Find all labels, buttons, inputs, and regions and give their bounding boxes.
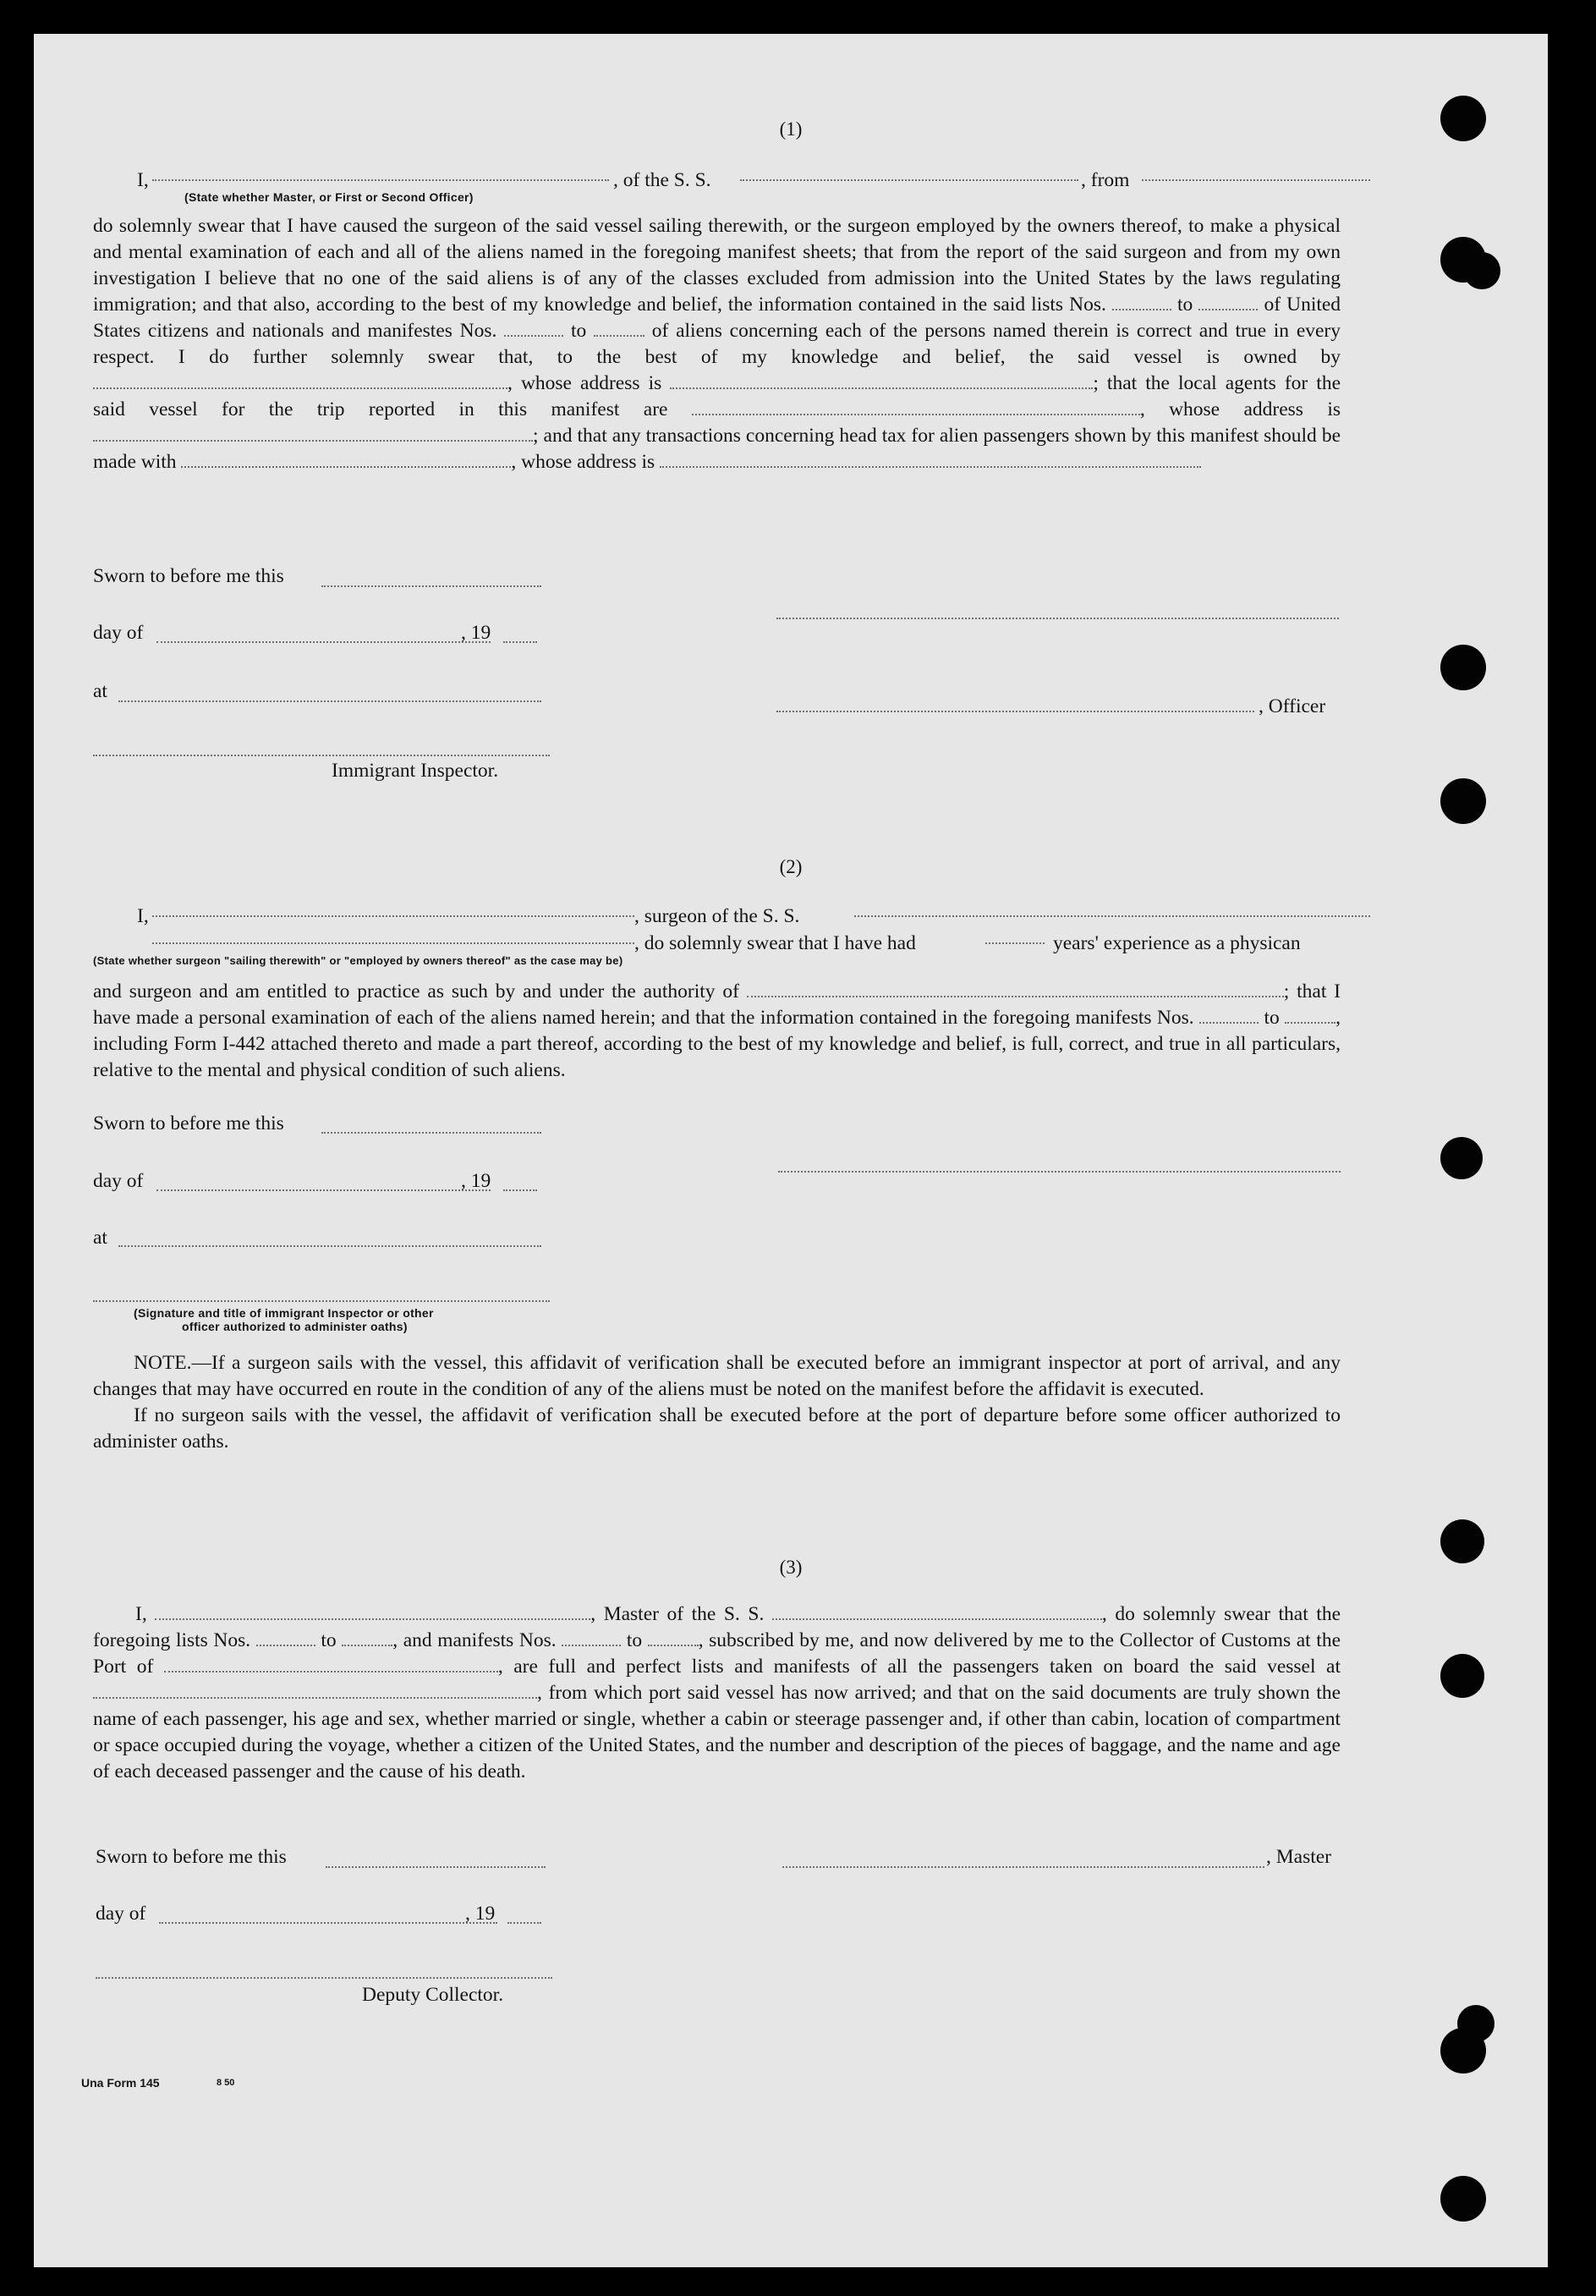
to-label: to: [321, 1629, 337, 1651]
years-field[interactable]: [985, 942, 1045, 944]
section-3-p3: , subscribed by me, and now delivered by me to the Collector of Customs at the Port of: [93, 1629, 1341, 1678]
port-field[interactable]: [164, 1654, 498, 1673]
head-tax-field[interactable]: [181, 449, 511, 468]
ship-name-field[interactable]: [772, 1601, 1102, 1620]
day-of-label: day of: [93, 622, 144, 644]
officer-field[interactable]: [776, 711, 1254, 712]
punch-hole-icon: [1440, 2028, 1486, 2074]
inspector-label: Immigrant Inspector.: [332, 760, 499, 782]
at-label: at: [93, 680, 107, 702]
note-paragraph-2: If no surgeon sails with the vessel, the affidavit of verification shall be executed before at the port of departure before some officer authorized to administer oaths.: [93, 1404, 1341, 1453]
form-id: Una Form 145: [81, 2076, 160, 2090]
note-paragraph-1: NOTE.—If a surgeon sails with the vessel, this affidavit of verification shall be executed before an immigrant inspector at port of arrival, and any changes that may have occurred en route in the condition of any of the aliens must be noted on the manifest before the affidavit is executed.: [93, 1352, 1341, 1400]
manifests-to-field[interactable]: [594, 318, 644, 337]
signature-hint-line-2: officer authorized to administer oaths): [182, 1320, 408, 1333]
section-1-p1: do solemnly swear that I have caused the surgeon of the said vessel sailing therewith, or the surgeon employed by the owners thereof, to make a physical and mental examination of each and all of the aliens named in the foregoing manifest sheets; that from the report of the said surgeon and from my own investigation I believe that no one of the said aliens is of any of the classes excluded from admission into the United States by the laws regulating immigration; and that also, according to the best of my knowledge and belief, the information contained in the said lists Nos.: [93, 215, 1341, 316]
punch-hole-icon: [1463, 252, 1500, 289]
owner-field[interactable]: [93, 371, 507, 389]
inspector-signature-field[interactable]: [93, 755, 550, 756]
of-ss-label: , of the S. S.: [613, 169, 711, 191]
section-1-lead: I,: [137, 169, 149, 191]
year-field[interactable]: [507, 1922, 541, 1924]
to-label: to: [1264, 1007, 1280, 1029]
at-field[interactable]: [118, 1245, 541, 1247]
sworn-day-field[interactable]: [321, 1132, 541, 1134]
signature-field[interactable]: [776, 618, 1339, 619]
day-of-label: day of: [96, 1903, 146, 1925]
year-label: , 19: [461, 1170, 491, 1192]
section-3-p5: , from which port said vessel has now arrived; and that on the said documents are truly shown the name of each passenger, his age and sex, whether married or single, whether a cabin or steerage passenger and, if other than cabin, location of compartment or space occupied during the voyage, whether a citizen of the United States, and the number and description of the pieces of baggage, and the name and age of each deceased passenger and the cause of his death.: [93, 1682, 1341, 1782]
sworn-label: Sworn to before me this: [96, 1846, 287, 1868]
whose-address-label: , whose address is: [507, 372, 662, 394]
lists-from-field[interactable]: [1112, 292, 1171, 310]
section-2-number: (2): [779, 856, 803, 877]
form-sheet: [34, 34, 1548, 2267]
section-2-body: [93, 979, 1341, 1084]
sworn-day-field[interactable]: [321, 585, 541, 587]
signature-field[interactable]: [778, 1171, 1341, 1173]
year-field[interactable]: [503, 641, 537, 643]
years-label: years' experience as a physican: [1053, 932, 1301, 954]
sworn-label: Sworn to before me this: [93, 565, 284, 587]
at-label: at: [93, 1227, 107, 1249]
signature-hint-line-1: (Signature and title of immigrant Inspector or other: [134, 1306, 434, 1320]
surgeon-name-field[interactable]: [152, 915, 634, 917]
at-field[interactable]: [118, 700, 541, 702]
punch-hole-icon: [1440, 645, 1486, 690]
master-field[interactable]: [152, 179, 609, 181]
master-hint: (State whether Master, or First or Second Officer): [184, 190, 474, 204]
manifests-from-field[interactable]: [562, 1628, 621, 1646]
section-1-p6: whose address is: [521, 451, 655, 473]
day-of-field[interactable]: [159, 1922, 497, 1924]
section-1-p2: of United States citizens and nationals and manifestes Nos.: [93, 294, 1341, 342]
form-code: 8 50: [217, 2078, 235, 2088]
lists-to-field[interactable]: [1198, 292, 1258, 310]
section-3-body: [93, 1601, 1341, 1785]
owner-address-field[interactable]: [670, 371, 1093, 389]
day-of-field[interactable]: [156, 641, 491, 643]
manifests-from-field[interactable]: [1199, 1005, 1259, 1024]
day-of-label: day of: [93, 1170, 144, 1192]
surgeon-hint: (State whether surgeon "sailing therewith" or "employed by owners thereof" as the case may be): [93, 954, 623, 967]
inspector-signature-field[interactable]: [93, 1300, 550, 1302]
section-1-number: (1): [779, 118, 803, 140]
section-3-p4: , are full and perfect lists and manifests of all the passengers taken on board the said vessel at: [497, 1656, 1341, 1678]
from-port-field[interactable]: [1142, 179, 1370, 181]
punch-hole-icon: [1440, 1654, 1484, 1698]
year-label: , 19: [461, 622, 491, 644]
to-label: to: [570, 320, 587, 342]
agents-field[interactable]: [692, 397, 1140, 415]
deputy-label: Deputy Collector.: [362, 1984, 504, 2006]
manifests-to-field[interactable]: [1285, 1005, 1335, 1024]
surgeon-status-field[interactable]: [152, 942, 634, 944]
section-3-p2: , and manifests Nos.: [392, 1629, 557, 1651]
punch-hole-icon: [1440, 778, 1486, 824]
master-name-field[interactable]: [155, 1601, 590, 1620]
boarding-port-field[interactable]: [93, 1680, 537, 1699]
master-of-label: , Master of the S. S.: [590, 1603, 765, 1625]
lists-to-field[interactable]: [342, 1628, 392, 1646]
agents-address-field[interactable]: [93, 423, 533, 442]
to-label: to: [1177, 294, 1193, 316]
lists-from-field[interactable]: [256, 1628, 315, 1646]
punch-hole-icon: [1440, 1137, 1483, 1179]
surgeon-of-label: , surgeon of the S. S.: [634, 905, 800, 927]
section-2-p1: and surgeon and am entitled to practice as such by and under the authority of: [93, 980, 739, 1002]
sworn-label: Sworn to before me this: [93, 1112, 284, 1134]
master-label: , Master: [1266, 1846, 1332, 1868]
master-signature-field[interactable]: [782, 1866, 1264, 1868]
section-1-body: do solemnly swear that I have caused the surgeon of the said vessel sailing therewith, or the surgeon employed by the owners thereof, to make a physical and mental examination of each and all of the aliens named in the foregoing manifest sheets; that from the report of the said surgeon and from my own investigation I believe that no one of the said aliens is of any of the classes excluded from admission into the United States by the laws regulating immigration; and that also, according to the best of my knowledge and belief, the information contained in the said lists Nos. to of United States citizens and nationals and manifestes Nos. to of aliens concerning each of the persons named therein is correct and true in every respect. I do further solemnly swear that, to the best of my knowledge and belief, the said vessel is owned by , whose address is ; that the local agents for the said vessel for the trip reported in this manifest are , whose address is ; and that any transactions concerning head tax for alien passengers shown by this manifest should be made with , whose address is: [93, 215, 1341, 473]
officer-label: , Officer: [1259, 695, 1326, 717]
year-label: , 19: [465, 1903, 496, 1925]
authority-field[interactable]: [747, 979, 1284, 997]
section-1-p3: of aliens concerning each of the persons named therein is correct and true in every respect. I do further solemnly swear that, to the best of my knowledge and belief, the said vessel is owned by: [93, 320, 1341, 368]
section-2-p2: ; that I have made a personal examination of each of the aliens named herein; and that the information contained in the foregoing manifests Nos.: [93, 980, 1341, 1029]
surgeon-ship-field[interactable]: [854, 915, 1370, 917]
to-label: to: [626, 1629, 643, 1651]
from-label: , from: [1081, 169, 1130, 191]
day-of-field[interactable]: [156, 1189, 491, 1191]
punch-hole-icon: [1440, 2176, 1486, 2222]
section-3-number: (3): [779, 1557, 803, 1578]
whose-address-label: , whose address is: [1139, 398, 1341, 420]
section-3-lead: I,: [135, 1603, 147, 1625]
sworn-day-field[interactable]: [326, 1866, 546, 1868]
section-2-p3: , including Form I-442 attached thereto and made a part thereof, according to the best of my knowledge and belief, is full, correct, and true in all particulars, relative to the mental and physical condition of such aliens.: [93, 1007, 1341, 1081]
deputy-signature-field[interactable]: [96, 1977, 552, 1979]
ship-name-field[interactable]: [740, 179, 1078, 181]
manifests-from-field[interactable]: [504, 318, 563, 337]
section-1-p4: ; that the local agents for the said vessel for the trip reported in this manifest are: [93, 372, 1341, 420]
section-2-lead: I,: [137, 905, 149, 927]
surgeon-swear-label: , do solemnly swear that I have had: [634, 932, 916, 954]
year-field[interactable]: [503, 1189, 537, 1191]
note-block: [93, 1350, 1341, 1455]
head-tax-address-field[interactable]: [660, 449, 1201, 468]
manifests-to-field[interactable]: [648, 1628, 699, 1646]
section-1-p5: ; and that any transactions concerning head tax for alien passengers shown by this manifest should be made with: [93, 425, 1341, 473]
section-3-p1: that the foregoing lists Nos.: [93, 1603, 1341, 1651]
swear-label: , do solemnly swear: [1101, 1603, 1270, 1625]
